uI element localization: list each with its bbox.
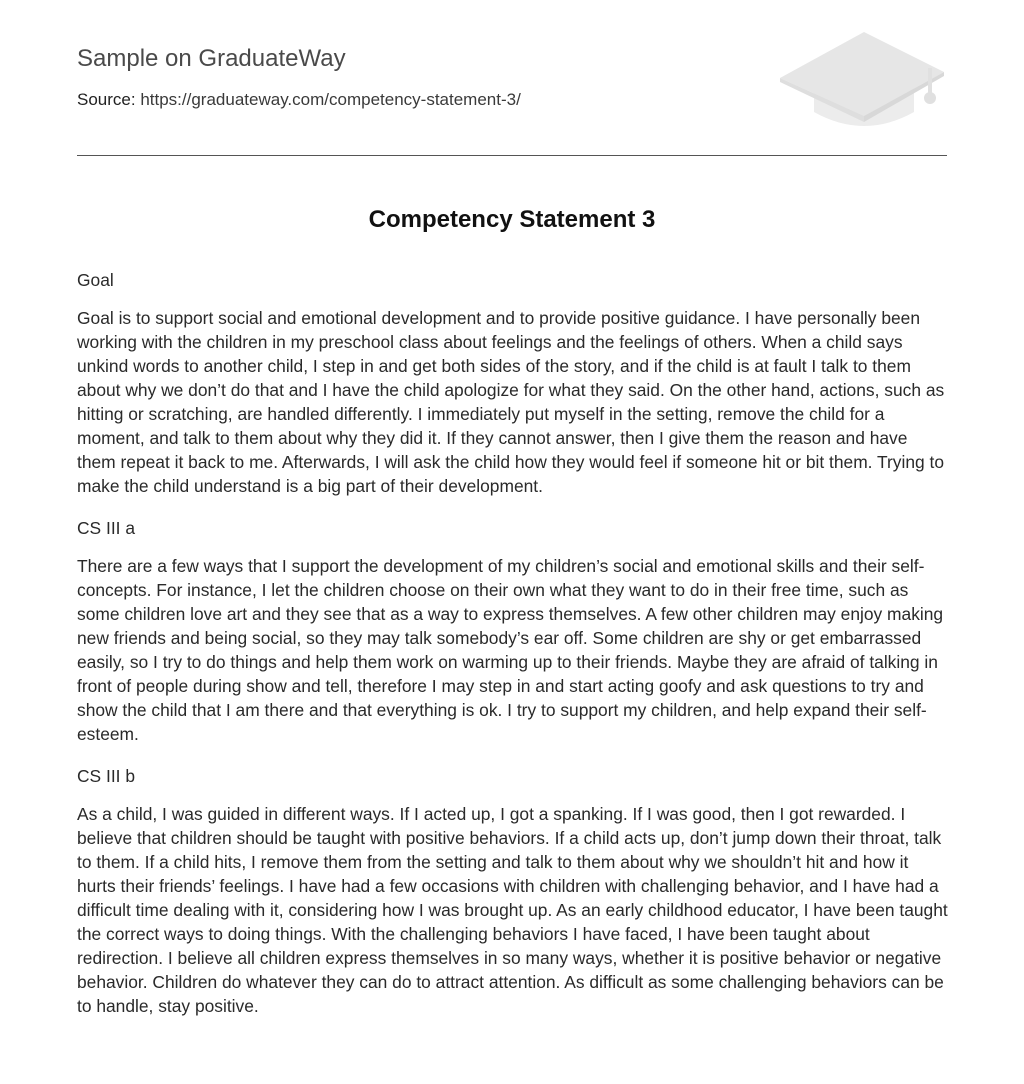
document-body (77, 268, 949, 1036)
source-link[interactable]: https://graduateway.com/competency-statement-3/ (140, 90, 521, 109)
graduation-cap-icon (780, 30, 948, 134)
header-divider (77, 155, 947, 156)
section-paragraph-cs-iii-b: As a child, I was guided in different ways. If I acted up, I got a spanking. If I was good, then I got rewarded. I believe that children should be taught with positive behaviors. If a child acts up, don’t jump down their throat, talk to them. If a child hits, I remove them from the setting and talk to them about why we shouldn’t hit and how it hurts their friends’ feelings. I have had a few occasions with children with challenging behavior, and I have had a difficult time dealing with it, considering how I was brought up. As an early childhood educator, I have been taught the correct ways to doing things. With the challenging behaviors I have faced, I have been taught about redirection. I believe all children express themselves in so many ways, whether it is positive behavior or negative behavior. Children do whatever they can do to attract attention. As difficult as some challenging behaviors can be to handle, stay positive. (77, 804, 948, 1016)
section-heading-cs-iii-a: CS III a (77, 518, 135, 538)
section-heading-goal: Goal (77, 270, 114, 290)
section-paragraph-goal: Goal is to support social and emotional development and to provide positive guidance. I have personally been working with the children in my preschool class about feelings and the feelings of others. When a child says unkind words to another child, I step in and get both sides of the story, and if the child is at fault I talk to them about why we don’t do that and I have the child apologize for what they said. On the other hand, actions, such as hitting or scratching, are handled differently. I immediately put myself in the setting, remove the child for a moment, and talk to them about why they did it. If they cannot answer, then I give them the reason and have them repeat it back to me. Afterwards, I will ask the child how they would feel if someone hit or bit them. Trying to make the child understand is a big part of their development. (77, 308, 945, 496)
section-heading-cs-iii-b: CS III b (77, 766, 135, 786)
source-label: Source: (77, 90, 136, 109)
document-title: Competency Statement 3 (368, 206, 656, 233)
section-paragraph-cs-iii-a: There are a few ways that I support the development of my children’s social and emotional skills and their self-concepts. For instance, I let the children choose on their own what they want to do in their free time, such as some children love art and they see that as a way to express themselves. A few other children may enjoy making new friends and being social, so they may talk somebody’s ear off. Some children are shy or get embarrassed easily, so I try to do things and help them work on warming up to their friends. Maybe they are afraid of talking in front of people during show and tell, therefore I may step in and start acting goofy and ask questions to try and show the child that I am there and that everything is ok. I try to support my children, and help expand their self-esteem. (77, 556, 944, 744)
site-title: Sample on GraduateWay (77, 45, 346, 72)
source-line (77, 89, 521, 111)
page-header (77, 0, 947, 156)
